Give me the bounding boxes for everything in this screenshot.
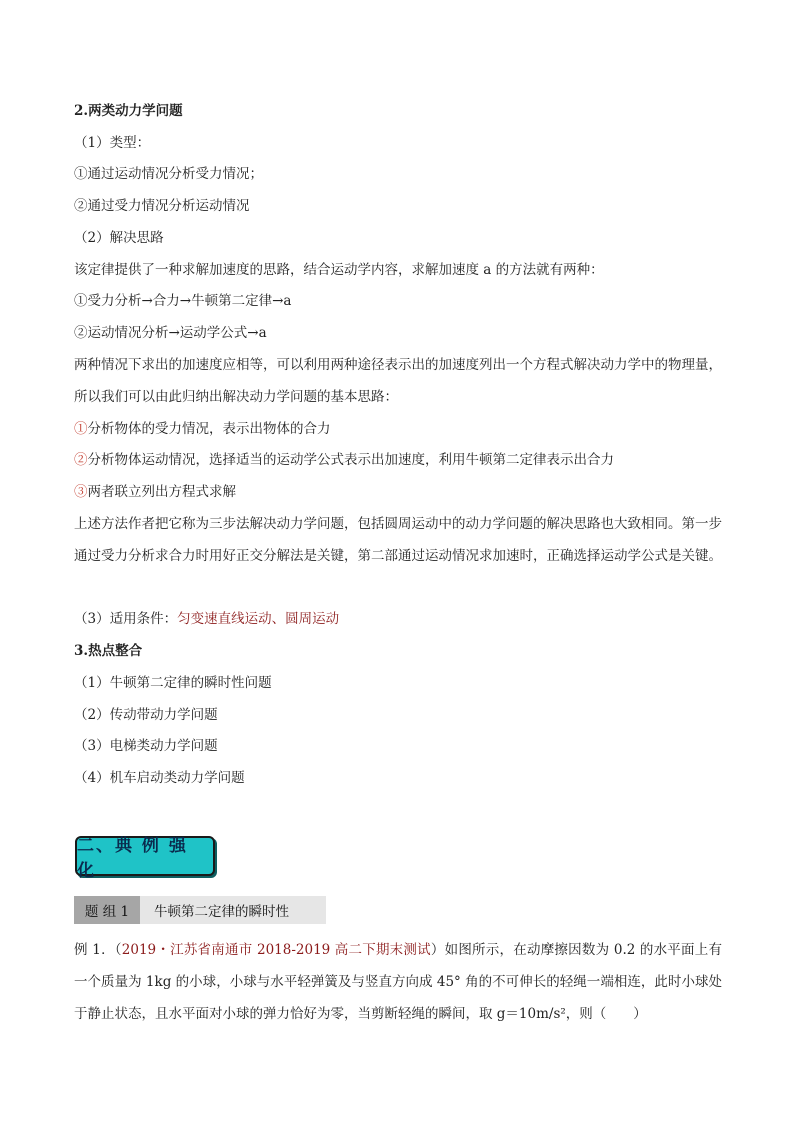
method-a: ①受力分析→合力→牛顿第二定律→a: [74, 293, 292, 309]
step-3: [74, 483, 236, 501]
heading-hot-topics: 3.热点整合: [74, 643, 143, 659]
paragraph-method: 上述方法作者把它称为三步法解决动力学问题，包括圆周运动中的动力学问题的解决思路也大致相同。第一步通过受力分析求合力时用好正交分解法是关键，第二部通过运动情况求加速时，正确选择运动学公式是关键。: [74, 516, 722, 564]
question-group-label: 题 组 1: [74, 896, 140, 924]
section-title-box: [75, 836, 215, 881]
type-b: ②通过受力情况分析运动情况: [74, 198, 250, 214]
intro-text: 该定律提供了一种求解加速度的思路，结合运动学内容，求解加速度 a 的方法就有两种：: [74, 262, 604, 278]
heading-two-types: 2.两类动力学问题: [74, 103, 183, 119]
example-source: 2019・江苏省南通市 2018-2019 高二下期末测试: [121, 942, 431, 958]
item-3-label: （3）适用条件：: [74, 611, 178, 627]
step-number: ③: [74, 484, 88, 500]
paragraph-summary: 两种情况下求出的加速度应相等，可以利用两种途径表示出的加速度列出一个方程式解决动力学中的物理量，所以我们可以由此归纳出解决动力学问题的基本思路：: [74, 357, 722, 405]
step-number: ①: [74, 421, 88, 437]
item-3: [74, 610, 339, 628]
step-text: 两者联立列出方程式求解: [87, 484, 236, 500]
example-text: ）如图所示，在动摩擦因数为 0.2 的水平面上有一个质量为 1kg 的小球，小球与水平轻弹簧及与竖直方向成 45° 角的不可伸长的轻绳一端相连，此时小球处于静止状态，且水平面对小球的弹力恰好为零，当剪断轻绳的瞬间，取 g＝10m/s²，则（ ）: [74, 942, 722, 1022]
question-group-tag: [74, 896, 326, 924]
item-2-label: （2）解决思路: [74, 230, 164, 246]
section-title: 二、典 例 强 化: [77, 836, 188, 881]
item-3-value: 匀变速直线运动、圆周运动: [177, 611, 340, 627]
hot-item: （4）机车启动类动力学问题: [74, 770, 245, 786]
hot-item: （3）电梯类动力学问题: [74, 738, 218, 754]
step-number: ②: [74, 452, 88, 468]
item-1-label: （1）类型：: [74, 135, 151, 151]
hot-item: （1）牛顿第二定律的瞬时性问题: [74, 675, 272, 691]
step-text: 分析物体运动情况，选择适当的运动学公式表示出加速度，利用牛顿第二定律表示出合力: [87, 452, 614, 468]
example-1: [74, 934, 722, 1030]
step-2: [74, 451, 614, 469]
method-b: ②运动情况分析→运动学公式→a: [74, 325, 267, 341]
step-text: 分析物体的受力情况，表示出物体的合力: [87, 421, 331, 437]
example-prefix: 例 1．（: [74, 942, 122, 958]
hot-item: （2）传动带动力学问题: [74, 707, 218, 723]
step-1: [74, 420, 331, 438]
question-group-title: 牛顿第二定律的瞬时性: [140, 896, 326, 924]
type-a: ①通过运动情况分析受力情况；: [74, 166, 263, 182]
